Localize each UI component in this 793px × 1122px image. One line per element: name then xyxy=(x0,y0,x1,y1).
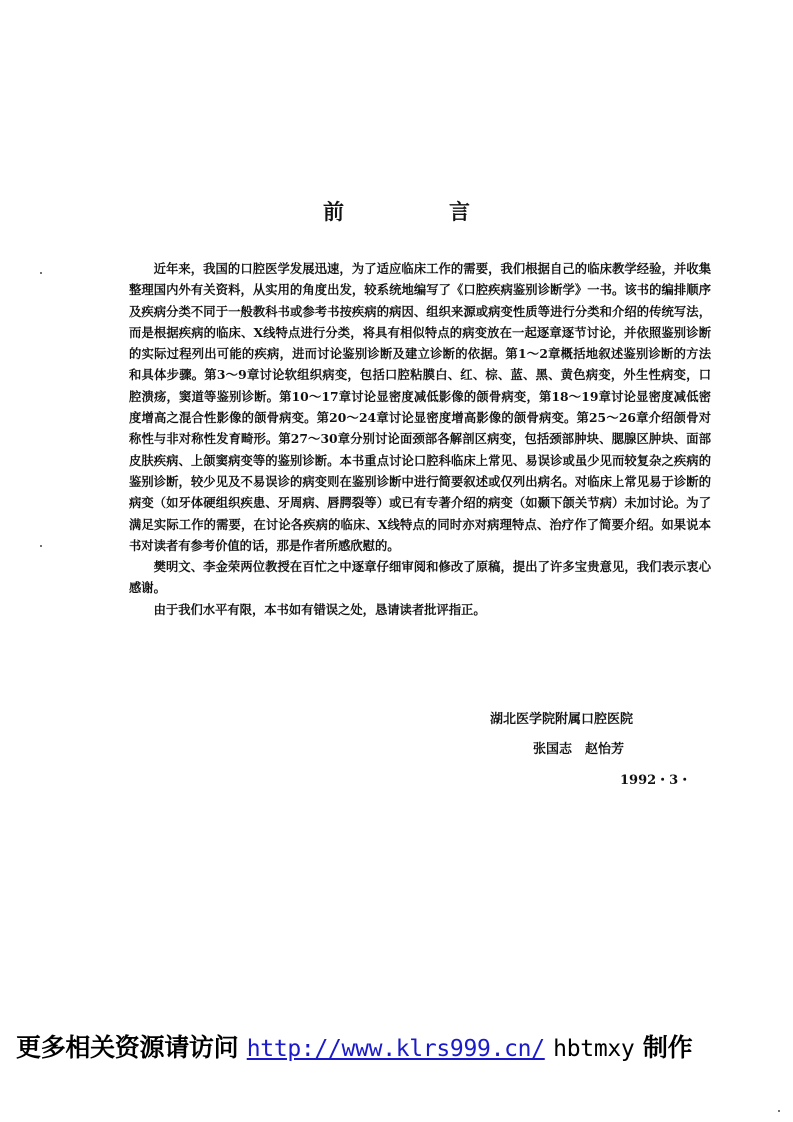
preface-paragraph-1: 近年来，我国的口腔医学发展迅速，为了适应临床工作的需要，我们根据自己的临床教学经验，并收集整理国内外有关资料，从实用的角度出发，较系统地编写了《口腔疾病鉴别诊断学》一书。该书的编排顺序及疾病分类不同于一般教科书或参考书按疾病的病因、组织来源或病变性质等进行分类和介绍的传统写法，而是根据疾病的临床、X线特点进行分类，将具有相似特点的病变放在一起逐章逐节讨论，并依照鉴别诊断的实际过程列出可能的疾病，进而讨论鉴别诊断及建立诊断的依据。第1～2章概括地叙述鉴别诊断的方法和具体步骤。第3～9章讨论软组织病变，包括口腔粘膜白、红、棕、蓝、黑、黄色病变，外生性病变，口腔溃疡，窦道等鉴别诊断。第10～17章讨论显密度减低影像的颌骨病变，第18～19章讨论显密度减低密度增高之混合性影像的颌骨病变。第20～24章讨论显密度增高影像的颌骨病变。第25～26章介绍颌骨对称性与非对称性发育畸形。第27～30章分别讨论面颈部各解剖区病变，包括颈部肿块、腮腺区肿块、面部皮肤疾病、上颌窦病变等的鉴别诊断。本书重点讨论口腔科临床上常见、易误诊或虽少见而较复杂之疾病的鉴别诊断，较少见及不易误诊的病变则在鉴别诊断中进行简要叙述或仅列出病名。对临床上常见易于诊断的病变（如牙体硬组织疾患、牙周病、唇腭裂等）或已有专著介绍的病变（如颞下颌关节病）未加讨论。为了满足实际工作的需要，在讨论各疾病的临床、X线特点的同时亦对病理特点、治疗作了简要介绍。如果说本书对读者有参考价值的话，那是作者所感欣慰的。 xyxy=(129,261,711,553)
page-title: 前 言 xyxy=(323,199,512,224)
signature-date: 1992・3・ xyxy=(620,773,692,788)
preface-body xyxy=(129,258,711,620)
preface-paragraph-3: 由于我们水平有限，本书如有错误之处，恳请读者批评指正。 xyxy=(153,601,486,617)
footer-banner xyxy=(16,1028,786,1064)
footer-prefix: 更多相关资源请访问 xyxy=(16,1033,239,1062)
footer-suffix: 制作 xyxy=(642,1033,693,1062)
scan-speck xyxy=(40,272,42,274)
scan-speck xyxy=(40,545,42,547)
signature-authors: 张国志 赵怡芳 xyxy=(533,742,625,757)
signature-organization: 湖北医学院附属口腔医院 xyxy=(490,712,634,727)
footer-link[interactable]: http://www.klrs999.cn/ xyxy=(246,1036,545,1062)
scan-speck xyxy=(778,1110,780,1112)
footer-maker: hbtmxy xyxy=(553,1036,635,1062)
preface-paragraph-2: 樊明文、李金荣两位教授在百忙之中逐章仔细审阅和修改了原稿，提出了许多宝贵意见，我们表示衷心感谢。 xyxy=(129,559,711,596)
